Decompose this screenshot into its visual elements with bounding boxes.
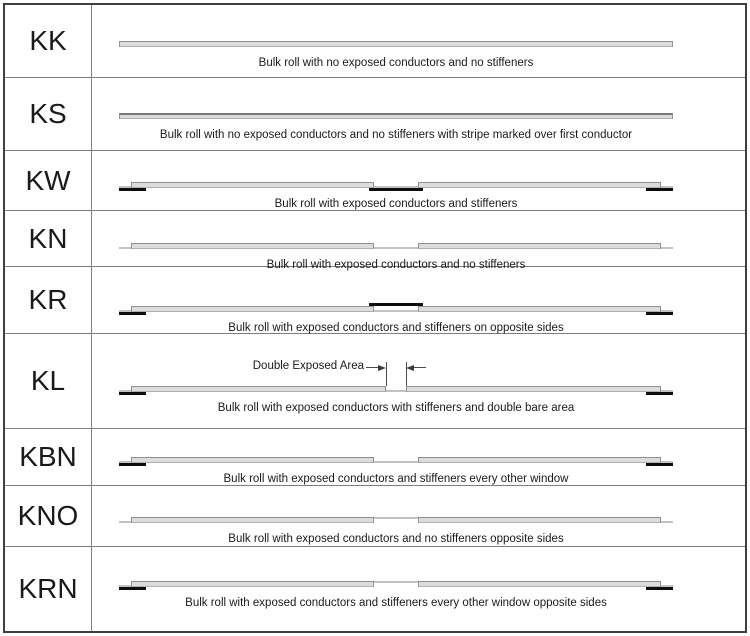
exposed-window: [372, 461, 420, 463]
stiffener-mark: [646, 312, 673, 315]
stiffener-mark: [119, 188, 146, 191]
cable-diagram-kl: [119, 360, 673, 395]
stiffener-mark: [646, 463, 673, 466]
cable-diagram-kn: [119, 243, 673, 252]
stiffener-mark: [646, 587, 673, 590]
table-row-kno: [5, 486, 745, 547]
table-row-kbn: [5, 429, 745, 486]
insulation-segment: [418, 306, 661, 312]
insulation-segment: [131, 517, 374, 523]
dimension-tail: [366, 367, 378, 368]
dimension-arrow-right-icon: [378, 365, 386, 371]
insulation-segment: [418, 457, 661, 463]
dimension-arrow-left-icon: [406, 365, 414, 371]
insulation-segment: [131, 457, 374, 463]
cable-diagram-kr: [119, 306, 673, 315]
cable-type-code: KNO: [5, 486, 92, 546]
diagram-caption: Bulk roll with no exposed conductors and no stiffeners with stripe marked over first conductor: [159, 129, 633, 141]
stiffener-mark: [369, 188, 423, 191]
stiffener-mark: [646, 188, 673, 191]
diagram-caption: Bulk roll with no exposed conductors and no stiffeners: [258, 57, 534, 69]
insulation-segment: [119, 41, 673, 47]
diagram-caption: Bulk roll with exposed conductors with stiffeners and double bare area: [217, 402, 575, 414]
insulation-segment: [131, 243, 374, 249]
table-row-kr: [5, 267, 745, 334]
insulation-segment: [131, 306, 374, 312]
double-exposed-label: Double Exposed Area: [252, 360, 364, 372]
table-row-kw: [5, 151, 745, 211]
insulation-segment: [418, 243, 661, 249]
insulation-segment: [131, 581, 374, 587]
cable-type-code: KL: [5, 334, 92, 428]
exposed-window-opposite: [372, 517, 420, 519]
exposed-window-opposite: [372, 581, 420, 583]
cable-diagram-ks: [119, 113, 673, 122]
diagram-caption: Bulk roll with exposed conductors and stiffeners every other window: [223, 473, 569, 485]
diagram-caption: Bulk roll with exposed conductors and stiffeners: [274, 198, 518, 210]
diagram-caption: Bulk roll with exposed conductors and stiffeners on opposite sides: [228, 322, 564, 334]
table-row-kl: [5, 334, 745, 429]
dimension-tail: [414, 367, 426, 368]
insulation-segment: [131, 386, 386, 392]
cable-type-code: KR: [5, 267, 92, 333]
cable-type-code: KW: [5, 151, 92, 210]
stiffener-mark: [119, 312, 146, 315]
insulation-segment: [418, 581, 661, 587]
insulation-segment-with-stripe: [119, 113, 673, 119]
cable-diagram-krn: [119, 581, 673, 590]
stiffener-mark: [646, 392, 673, 395]
cable-type-code: KBN: [5, 429, 92, 485]
cable-type-code: KN: [5, 211, 92, 266]
insulation-segment: [131, 182, 374, 188]
cable-diagram-kno: [119, 517, 673, 526]
exposed-window: [659, 247, 673, 249]
insulation-segment: [418, 517, 661, 523]
dimension-line: [386, 362, 387, 386]
cable-diagram-kk: [119, 41, 673, 50]
diagram-caption: Bulk roll with exposed conductors and stiffeners every other window opposite sides: [185, 597, 607, 609]
diagram-caption: Bulk roll with exposed conductors and no stiffeners opposite sides: [228, 533, 564, 545]
diagram-caption: Bulk roll with exposed conductors and no stiffeners: [266, 259, 526, 271]
stiffener-mark-top: [369, 303, 423, 306]
table-row-ks: [5, 78, 745, 151]
stiffener-mark: [119, 587, 146, 590]
stiffener-mark: [119, 392, 146, 395]
exposed-window: [372, 247, 420, 249]
insulation-segment: [406, 386, 661, 392]
table-row-kn: [5, 211, 745, 271]
table-row-kk: [5, 5, 745, 78]
cable-type-code: KRN: [5, 547, 92, 631]
cable-type-code: KS: [5, 78, 92, 150]
stiffener-mark: [119, 463, 146, 466]
insulation-segment: [418, 182, 661, 188]
cable-diagram-kw: [119, 182, 673, 191]
exposed-window: [372, 310, 420, 312]
cable-diagram-kbn: [119, 457, 673, 466]
spec-table: [3, 3, 747, 633]
exposed-window: [659, 521, 673, 523]
table-row-krn: [5, 547, 745, 631]
double-exposed-window: [384, 390, 408, 392]
cable-type-code: KK: [5, 5, 92, 77]
